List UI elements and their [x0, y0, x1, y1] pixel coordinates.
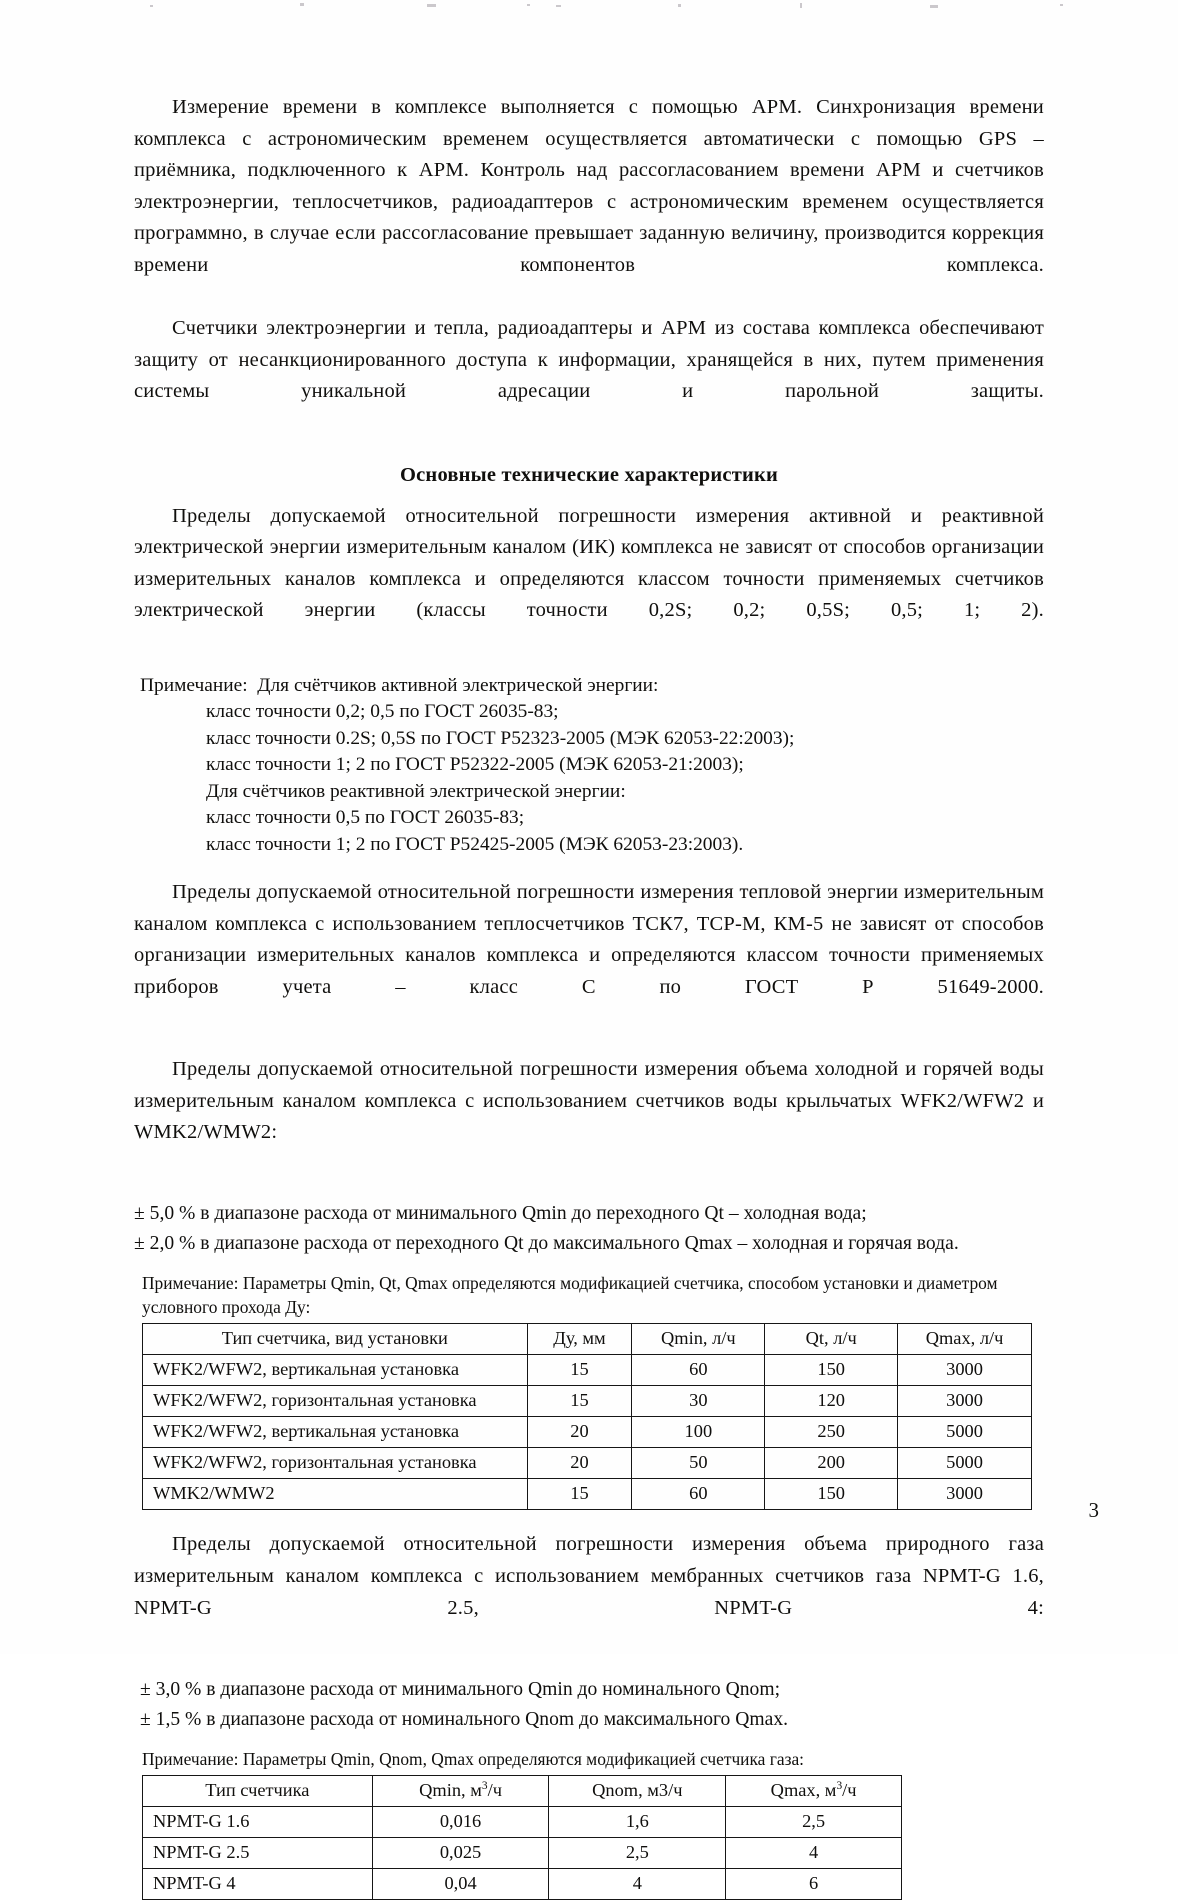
- column-header: Qt, л/ч: [765, 1324, 898, 1355]
- column-header: Тип счетчика: [143, 1775, 373, 1806]
- cell-qt: 200: [765, 1448, 898, 1479]
- column-header: Тип счетчика, вид установки: [143, 1324, 528, 1355]
- cell-qmin: 50: [632, 1448, 765, 1479]
- note-line: класс точности 1; 2 по ГОСТ Р52425-2005 (МЭК 62053-23:2003).: [206, 833, 744, 855]
- cell-qmin: 0,04: [372, 1868, 549, 1899]
- column-header: Qmin, л/ч: [632, 1324, 765, 1355]
- page-number: 3: [1088, 1498, 1099, 1522]
- cell-meter-type: NPMT-G 2.5: [143, 1837, 373, 1868]
- water-tolerance-line-2: ± 2,0 % в диапазоне расхода от переходного Qt до максимального Qmax – холодная и горячая вода.: [134, 1233, 959, 1255]
- table-row: [143, 1448, 1032, 1479]
- paragraph-thermal-energy-error: Пределы допускаемой относительной погрешности измерения тепловой энергии измерительным каналом комплекса с использованием теплосчетчиков ТСК7, ТСР-М, КМ-5 не зависят от способов организации измерительных каналов комплекса и определяются классом точности применяемых приборов учета – класс С по ГОСТ Р 51649-2000.: [134, 881, 1044, 998]
- cell-qmax: 3000: [898, 1386, 1032, 1417]
- note-accuracy-classes: [134, 673, 1044, 859]
- cell-meter-type: WMK2/WMW2: [143, 1479, 528, 1510]
- note-line: Для счётчиков реактивной электрической энергии:: [206, 780, 626, 802]
- cell-qmax: 4: [726, 1837, 902, 1868]
- column-header: Ду, мм: [527, 1324, 632, 1355]
- cell-qmax: 5000: [898, 1417, 1032, 1448]
- paragraph-security: Счетчики электроэнергии и тепла, радиоадаптеры и АРМ из состава комплекса обеспечивают защиту от несанкционированного доступа к информации, хранящейся в них, путем применения системы уникальной адресации и парольной защиты.: [134, 317, 1044, 403]
- cell-du: 20: [527, 1417, 632, 1448]
- cell-meter-type: WFK2/WFW2, вертикальная установка: [143, 1355, 528, 1386]
- cell-qt: 150: [765, 1355, 898, 1386]
- note-line: класс точности 0,2; 0,5 по ГОСТ 26035-83;: [206, 701, 559, 722]
- column-header: Qnom, м3/ч: [549, 1775, 726, 1806]
- cell-qmax: 2,5: [726, 1806, 902, 1837]
- cell-qmin: 30: [632, 1386, 765, 1417]
- cell-qnom: 1,6: [549, 1806, 726, 1837]
- note-line: класс точности 0.2S; 0,5S по ГОСТ Р52323-2005 (МЭК 62053-22:2003);: [206, 727, 795, 749]
- column-header: Qmax, $м^3/ч$: [726, 1775, 902, 1806]
- cell-meter-type: WFK2/WFW2, горизонтальная установка: [143, 1448, 528, 1479]
- cell-meter-type: WFK2/WFW2, вертикальная установка: [143, 1417, 528, 1448]
- scan-artifacts: [0, 0, 1178, 14]
- cell-du: 15: [527, 1386, 632, 1417]
- cell-qt: 120: [765, 1386, 898, 1417]
- cell-meter-type: NPMT-G 1.6: [143, 1806, 373, 1837]
- cell-qmax: 5000: [898, 1448, 1032, 1479]
- table-row: [143, 1386, 1032, 1417]
- cell-qmax: 3000: [898, 1355, 1032, 1386]
- table-row: [143, 1806, 902, 1837]
- cell-qmin: 0,016: [372, 1806, 549, 1837]
- note-accuracy-lines: [206, 699, 1044, 858]
- cell-du: 15: [527, 1355, 632, 1386]
- gas-meters-table: [142, 1775, 902, 1900]
- note-line: класс точности 0,5 по ГОСТ 26035-83;: [206, 807, 525, 828]
- table-row: [143, 1355, 1032, 1386]
- cell-qmax: 6: [726, 1868, 902, 1899]
- paragraph-water-volume-error: Пределы допускаемой относительной погрешности измерения объема холодной и горячей воды измерительным каналом комплекса с использованием счетчиков воды крыльчатых WFK2/WFW2 и WMK2/WMW2:: [134, 1057, 1044, 1144]
- table-row: [143, 1417, 1032, 1448]
- cell-du: 15: [527, 1479, 632, 1510]
- cell-qt: 150: [765, 1479, 898, 1510]
- cell-meter-type: WFK2/WFW2, горизонтальная установка: [143, 1386, 528, 1417]
- gas-tolerance-line-2: ± 1,5 % в диапазоне расхода от номинального Qnom до максимального Qmax.: [140, 1708, 789, 1730]
- cell-qnom: 2,5: [549, 1837, 726, 1868]
- paragraph-electric-energy-error: Пределы допускаемой относительной погрешности измерения активной и реактивной электрической энергии измерительным каналом (ИК) комплекса не зависят от способов организации измерительных каналов комплекса и определяются классом точности применяемых счетчиков электрической энергии (классы точности 0,2S; 0,2; 0,5S; 0,5; 1; 2).: [134, 504, 1044, 622]
- cell-qt: 250: [765, 1417, 898, 1448]
- cell-qmin: 60: [632, 1355, 765, 1386]
- table-row: [143, 1868, 902, 1899]
- note-line: класс точности 1; 2 по ГОСТ Р52322-2005 (МЭК 62053-21:2003);: [206, 754, 744, 775]
- table-header-row: [143, 1324, 1032, 1355]
- table-header-row: [143, 1775, 902, 1806]
- paragraph-time-measurement: Измерение времени в комплексе выполняется с помощью АРМ. Синхронизация времени комплекса с астрономическим временем осуществляется автоматически с помощью GPS – приёмника, подключенного к АРМ. Контроль над рассогласованием времени АРМ и счетчиков электроэнергии, теплосчетчиков, радиоадаптеров с астрономическим временем осуществляется программно, в случае если рассогласование превышает заданную величину, производится коррекция времени компонентов комплекса.: [134, 96, 1044, 276]
- water-table-note: Примечание: Параметры Qmin, Qt, Qmax определяются модификацией счетчика, способом установки и диаметром условного прохода Ду:: [142, 1273, 998, 1318]
- cell-qnom: 4: [549, 1868, 726, 1899]
- table-row: [143, 1479, 1032, 1510]
- column-header: Qmax, л/ч: [898, 1324, 1032, 1355]
- cell-meter-type: NPMT-G 4: [143, 1868, 373, 1899]
- water-tolerance-line-1: ± 5,0 % в диапазоне расхода от минимального Qmin до переходного Qt – холодная вода;: [134, 1203, 867, 1225]
- gas-table-note: Примечание: Параметры Qmin, Qnom, Qmax определяются модификацией счетчика газа:: [142, 1748, 805, 1769]
- table-row: [143, 1837, 902, 1868]
- paragraph-gas-volume-error: Пределы допускаемой относительной погрешности измерения объема природного газа измерительным каналом комплекса с использованием мембранных счетчиков газа NPMT-G 1.6, NPMT-G 2.5, NPMT-G 4:: [134, 1533, 1044, 1619]
- note-accuracy-heading: Примечание: Для счётчиков активной электрической энергии:: [140, 674, 659, 696]
- column-header: Qmin, $м^3/ч$: [372, 1775, 549, 1806]
- cell-qmax: 3000: [898, 1479, 1032, 1510]
- gas-tolerance-line-1: ± 3,0 % в диапазоне расхода от минимального Qmin до номинального Qnom;: [140, 1678, 781, 1700]
- document-body: [134, 92, 1044, 1900]
- cell-qmin: 100: [632, 1417, 765, 1448]
- water-meters-table: [142, 1323, 1032, 1510]
- cell-qmin: 60: [632, 1479, 765, 1510]
- cell-qmin: 0,025: [372, 1837, 549, 1868]
- section-heading-technical-characteristics: Основные технические характеристики: [399, 463, 779, 486]
- cell-du: 20: [527, 1448, 632, 1479]
